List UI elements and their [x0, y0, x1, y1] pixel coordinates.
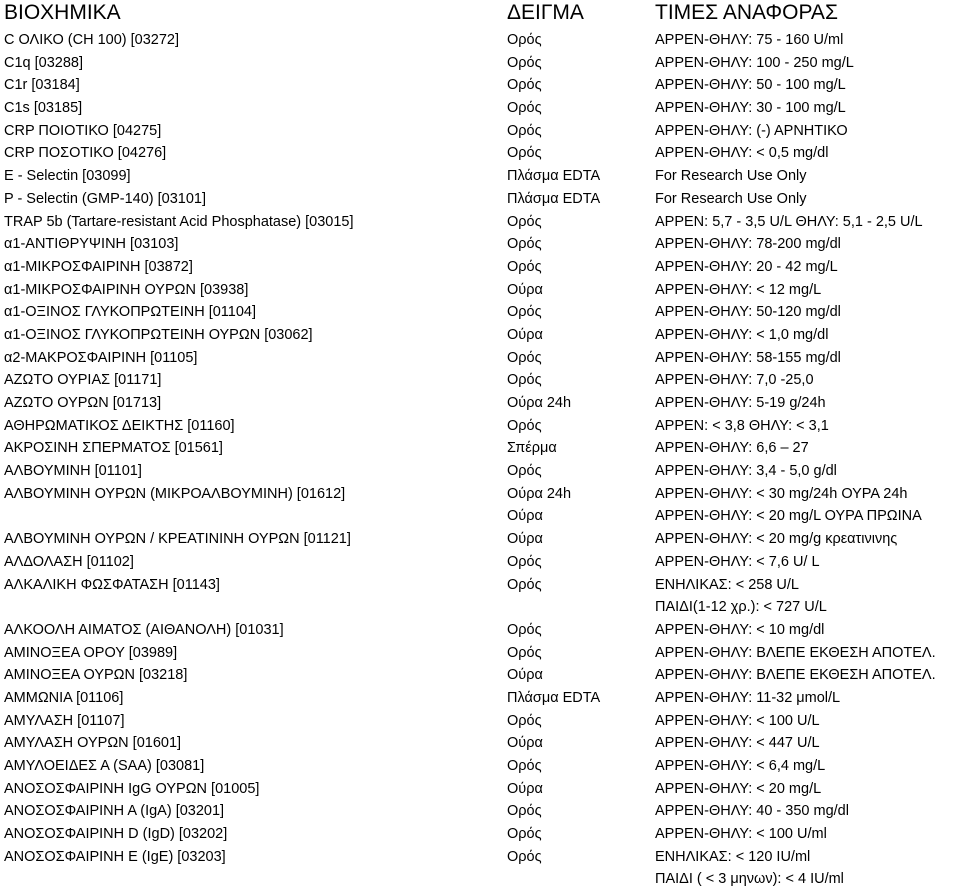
- test-name: CRP ΠΟΣΟΤΙΚΟ [04276]: [4, 145, 167, 162]
- reference-value: ΑΡΡΕΝ-ΘΗΛΥ: 78-200 mg/dl: [655, 236, 841, 253]
- test-name: ΑΛΒΟΥΜΙΝΗ ΟΥΡΩΝ / ΚΡΕΑΤΙΝΙΝΗ ΟΥΡΩΝ [01121]: [4, 531, 351, 548]
- table-row: [0, 460, 960, 483]
- test-name: ΑΛΔΟΛΑΣΗ [01102]: [4, 553, 134, 570]
- table-row: [0, 120, 960, 143]
- sample-type: Ούρα: [507, 735, 543, 752]
- table-row: [0, 233, 960, 256]
- reference-value: ΑΡΡΕΝ-ΘΗΛΥ: < 7,6 U/ L: [655, 553, 820, 570]
- table-row: [0, 211, 960, 234]
- sample-type: Ούρα: [507, 780, 543, 797]
- sample-type: Ορός: [507, 848, 542, 865]
- test-name: ΑΛΚΑΛΙΚΗ ΦΩΣΦΑΤΑΣΗ [01143]: [4, 576, 220, 593]
- table-row: [0, 687, 960, 710]
- test-name: ΑΜΥΛΑΣΗ [01107]: [4, 712, 125, 729]
- table-row: [0, 800, 960, 823]
- table-row: [0, 823, 960, 846]
- sample-type: Ούρα: [507, 326, 543, 343]
- test-name: α1-ΟΞΙΝΟΣ ΓΛΥΚΟΠΡΩΤΕΙΝΗ [01104]: [4, 304, 257, 321]
- table-row: [0, 301, 960, 324]
- sample-type: Ορός: [507, 213, 542, 230]
- reference-value: ΠΑΙΔΙ ( < 3 μηνων): < 4 IU/ml: [655, 871, 844, 888]
- reference-value: ΑΡΡΕΝ-ΘΗΛΥ: < 20 mg/L ΟΥΡΑ ΠΡΩΙΝΑ: [655, 508, 922, 525]
- sample-type: Ορός: [507, 803, 542, 820]
- reference-value: ΑΡΡΕΝ-ΘΗΛΥ: 50-120 mg/dl: [655, 304, 841, 321]
- table-row: [0, 619, 960, 642]
- table-row: [0, 642, 960, 665]
- table-row: [0, 188, 960, 211]
- reference-value: ΑΡΡΕΝ-ΘΗΛΥ: < 30 mg/24h ΟΥΡΑ 24h: [655, 485, 908, 502]
- table-row: [0, 868, 960, 891]
- sample-type: Ορός: [507, 553, 542, 570]
- sample-type: Ούρα: [507, 508, 543, 525]
- table-row: [0, 29, 960, 52]
- reference-value: ΑΡΡΕΝ-ΘΗΛΥ: < 0,5 mg/dl: [655, 145, 829, 162]
- test-name: C ΟΛΙΚΟ (CH 100) [03272]: [4, 32, 179, 48]
- table-row: [0, 74, 960, 97]
- reference-value: For Research Use Only: [655, 190, 807, 207]
- reference-value: ΑΡΡΕΝ-ΘΗΛΥ: 20 - 42 mg/L: [655, 258, 838, 275]
- test-name: ΑΝΟΣΟΣΦΑΙΡΙΝΗ IgG ΟΥΡΩΝ [01005]: [4, 780, 260, 797]
- test-name: α1-ΑΝΤΙΘΡΥΨΙΝΗ [03103]: [4, 236, 179, 253]
- reference-value: ΑΡΡΕΝ-ΘΗΛΥ: ΒΛΕΠΕ ΕΚΘΕΣΗ ΑΠΟΤΕΛ.: [655, 644, 936, 661]
- test-name: ΑΜΙΝΟΞΕΑ ΟΡΟΥ [03989]: [4, 644, 178, 661]
- reference-value: ΑΡΡΕΝ-ΘΗΛΥ: < 20 mg/g κρεατινινης: [655, 531, 898, 548]
- reference-value: ΑΡΡΕΝ: 5,7 - 3,5 U/L ΘΗΛΥ: 5,1 - 2,5 U/L: [655, 213, 923, 230]
- reference-value: ΑΡΡΕΝ-ΘΗΛΥ: 6,6 – 27: [655, 440, 809, 457]
- reference-value: ΑΡΡΕΝ-ΘΗΛΥ: < 1,0 mg/dl: [655, 326, 829, 343]
- test-name: ΑΘΗΡΩΜΑΤΙΚΟΣ ΔΕΙΚΤΗΣ [01160]: [4, 417, 235, 434]
- sample-type: Ούρα 24h: [507, 485, 572, 502]
- reference-value: ΑΡΡΕΝ: < 3,8 ΘΗΛΥ: < 3,1: [655, 417, 829, 434]
- reference-value: ΑΡΡΕΝ-ΘΗΛΥ: < 100 U/ml: [655, 826, 827, 843]
- test-name: ΑΝΟΣΟΣΦΑΙΡΙΝΗ D (IgD) [03202]: [4, 826, 228, 843]
- test-name: ΑΚΡΟΣΙΝΗ ΣΠΕΡΜΑΤΟΣ [01561]: [4, 440, 223, 457]
- sample-type: Ορός: [507, 712, 542, 729]
- reference-value: ΑΡΡΕΝ-ΘΗΛΥ: 75 - 160 U/ml: [655, 32, 844, 48]
- sample-type: Ορός: [507, 258, 542, 275]
- table-row: [0, 596, 960, 619]
- test-name: α1-ΜΙΚΡΟΣΦΑΙΡΙΝΗ [03872]: [4, 258, 193, 275]
- reference-value: ΑΡΡΕΝ-ΘΗΛΥ: 58-155 mg/dl: [655, 349, 841, 366]
- sample-type: Ούρα: [507, 281, 543, 298]
- table-row: [0, 256, 960, 279]
- reference-value: ΕΝΗΛΙΚΑΣ: < 120 IU/ml: [655, 848, 811, 865]
- table-row: [0, 528, 960, 551]
- table-row: [0, 778, 960, 801]
- test-name: C1q [03288]: [4, 54, 84, 71]
- test-name: C1s [03185]: [4, 100, 83, 117]
- table-row: [0, 437, 960, 460]
- reference-value: ΑΡΡΕΝ-ΘΗΛΥ: < 6,4 mg/L: [655, 758, 826, 774]
- sample-type: Ορός: [507, 145, 542, 162]
- sample-type: Ούρα: [507, 667, 543, 684]
- sample-type: Ορός: [507, 417, 542, 434]
- test-name: α1-ΟΞΙΝΟΣ ΓΛΥΚΟΠΡΩΤΕΙΝΗ ΟΥΡΩΝ [03062]: [4, 326, 313, 343]
- table-row: [0, 505, 960, 528]
- sample-type: Ορός: [507, 826, 542, 843]
- header-sample: ΔΕΙΓΜΑ: [507, 1, 584, 24]
- test-name: ΑΜΜΩΝΙΑ [01106]: [4, 689, 124, 706]
- table-row: [0, 755, 960, 778]
- reference-value: ΑΡΡΕΝ-ΘΗΛΥ: < 20 mg/L: [655, 780, 822, 797]
- table-row: [0, 97, 960, 120]
- test-name: ΑΛΚΟΟΛΗ ΑΙΜΑΤΟΣ (ΑΙΘΑΝΟΛΗ) [01031]: [4, 621, 284, 638]
- sample-type: Ορός: [507, 372, 542, 389]
- table-row: [0, 279, 960, 302]
- sample-type: Ορός: [507, 644, 542, 661]
- table-row: [0, 142, 960, 165]
- test-name: TRAP 5b (Tartare-resistant Acid Phosphatase) [03015]: [4, 213, 354, 230]
- reference-value: ΑΡΡΕΝ-ΘΗΛΥ: 7,0 -25,0: [655, 372, 814, 389]
- sample-type: Ορός: [507, 576, 542, 593]
- sample-type: Ορός: [507, 54, 542, 71]
- test-name: ΑΛΒΟΥΜΙΝΗ [01101]: [4, 463, 142, 480]
- test-name: α1-ΜΙΚΡΟΣΦΑΙΡΙΝΗ ΟΥΡΩΝ [03938]: [4, 281, 249, 298]
- reference-value: ΑΡΡΕΝ-ΘΗΛΥ: 30 - 100 mg/L: [655, 100, 846, 117]
- sample-type: Ορός: [507, 77, 542, 94]
- test-name: ΑΜΥΛΑΣΗ ΟΥΡΩΝ [01601]: [4, 735, 182, 752]
- test-name: ΑΜΥΛΟΕΙΔΕΣ Α (SAA) [03081]: [4, 758, 205, 774]
- test-name: ΑΜΙΝΟΞΕΑ ΟΥΡΩΝ [03218]: [4, 667, 188, 684]
- test-name: ΑΖΩΤΟ ΟΥΡΩΝ [01713]: [4, 395, 162, 411]
- table-header: [0, 0, 960, 26]
- test-table-body: [0, 29, 960, 891]
- sample-type: Ορός: [507, 304, 542, 321]
- sample-type: Ορός: [507, 236, 542, 253]
- sample-type: Ορός: [507, 100, 542, 117]
- sample-type: Πλάσμα EDTA: [507, 689, 601, 706]
- test-name: CRP ΠΟΙΟΤΙΚΟ [04275]: [4, 122, 162, 139]
- header-biochemistry: ΒΙΟΧΗΜΙΚΑ: [4, 1, 121, 24]
- table-row: [0, 369, 960, 392]
- reference-value: ΑΡΡΕΝ-ΘΗΛΥ: 11-32 μmol/L: [655, 689, 841, 706]
- test-name: α2-ΜΑΚΡΟΣΦΑΙΡΙΝΗ [01105]: [4, 349, 198, 366]
- table-row: [0, 846, 960, 869]
- test-name: E - Selectin [03099]: [4, 168, 131, 185]
- table-row: [0, 710, 960, 733]
- reference-value: ΑΡΡΕΝ-ΘΗΛΥ: 5-19 g/24h: [655, 395, 826, 411]
- sample-type: Ορός: [507, 122, 542, 139]
- table-row: [0, 347, 960, 370]
- reference-value: ΑΡΡΕΝ-ΘΗΛΥ: < 100 U/L: [655, 712, 820, 729]
- table-row: [0, 664, 960, 687]
- table-row: [0, 165, 960, 188]
- reference-value: ΕΝΗΛΙΚΑΣ: < 258 U/L: [655, 576, 799, 593]
- sample-type: Ορός: [507, 758, 542, 774]
- test-name: ΑΛΒΟΥΜΙΝΗ ΟΥΡΩΝ (ΜΙΚΡΟΑΛΒΟΥΜΙΝΗ) [01612]: [4, 485, 346, 502]
- sample-type: Ούρα 24h: [507, 395, 572, 411]
- reference-value: ΑΡΡΕΝ-ΘΗΛΥ: < 10 mg/dl: [655, 621, 825, 638]
- reference-value: ΑΡΡΕΝ-ΘΗΛΥ: < 12 mg/L: [655, 281, 822, 298]
- test-name: C1r [03184]: [4, 77, 80, 94]
- sample-type: Ορός: [507, 621, 542, 638]
- sample-type: Ορός: [507, 463, 542, 480]
- header-reference-values: ΤΙΜΕΣ ΑΝΑΦΟΡΑΣ: [655, 1, 838, 24]
- reference-value: ΠΑΙΔΙ(1-12 χρ.): < 727 U/L: [655, 599, 827, 616]
- sample-type: Ορός: [507, 32, 542, 48]
- sample-type: Σπέρμα: [507, 440, 557, 457]
- table-row: [0, 732, 960, 755]
- reference-value: For Research Use Only: [655, 168, 807, 185]
- test-name: ΑΝΟΣΟΣΦΑΙΡΙΝΗ Ε (IgE) [03203]: [4, 848, 226, 865]
- sample-type: Πλάσμα EDTA: [507, 168, 601, 185]
- sample-type: Ούρα: [507, 531, 543, 548]
- reference-value: ΑΡΡΕΝ-ΘΗΛΥ: (-) ΑΡΝΗΤΙΚΟ: [655, 122, 848, 139]
- reference-value: ΑΡΡΕΝ-ΘΗΛΥ: 3,4 - 5,0 g/dl: [655, 463, 837, 480]
- test-name: ΑΖΩΤΟ ΟΥΡΙΑΣ [01171]: [4, 372, 162, 389]
- reference-value: ΑΡΡΕΝ-ΘΗΛΥ: 100 - 250 mg/L: [655, 54, 854, 71]
- table-row: [0, 483, 960, 506]
- reference-value: ΑΡΡΕΝ-ΘΗΛΥ: < 447 U/L: [655, 735, 820, 752]
- test-name: P - Selectin (GMP-140) [03101]: [4, 190, 207, 207]
- sample-type: Ορός: [507, 349, 542, 366]
- table-row: [0, 52, 960, 75]
- table-row: [0, 392, 960, 415]
- table-row: [0, 574, 960, 597]
- table-row: [0, 551, 960, 574]
- reference-value: ΑΡΡΕΝ-ΘΗΛΥ: 50 - 100 mg/L: [655, 77, 846, 94]
- sample-type: Πλάσμα EDTA: [507, 190, 601, 207]
- table-row: [0, 324, 960, 347]
- table-row: [0, 415, 960, 438]
- reference-value: ΑΡΡΕΝ-ΘΗΛΥ: ΒΛΕΠΕ ΕΚΘΕΣΗ ΑΠΟΤΕΛ.: [655, 667, 936, 684]
- test-name: ΑΝΟΣΟΣΦΑΙΡΙΝΗ Α (IgA) [03201]: [4, 803, 225, 820]
- reference-value: ΑΡΡΕΝ-ΘΗΛΥ: 40 - 350 mg/dl: [655, 803, 849, 820]
